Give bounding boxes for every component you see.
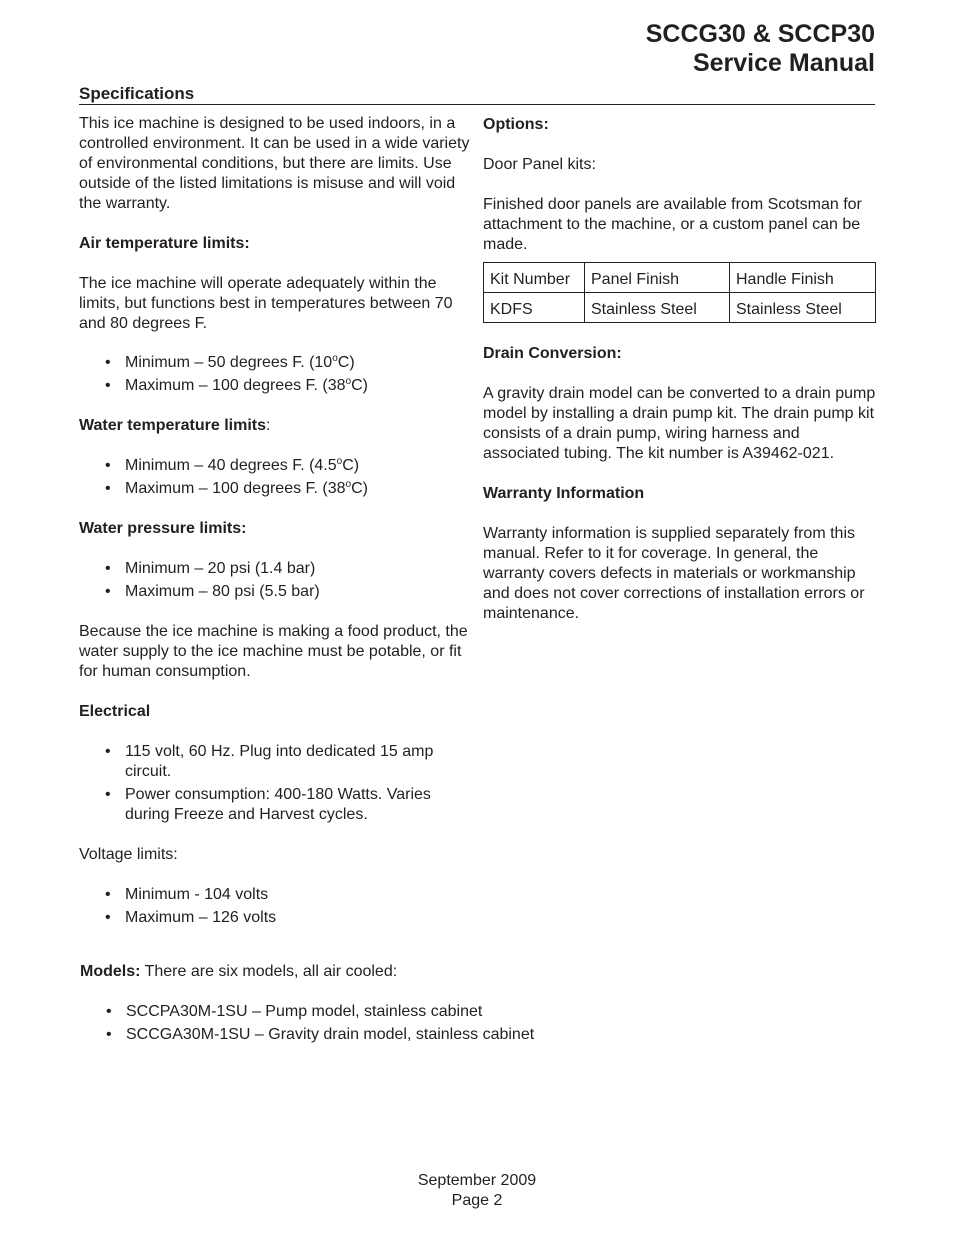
list-item: • Power consumption: 400-180 Watts. Varies during Freeze and Harvest cycles. [79,785,471,825]
water-temp-list [79,456,471,499]
section-heading: Specifications [79,83,875,105]
list-item: • Maximum – 100 degrees F. (38$^o$C) [79,376,471,396]
intro-paragraph: This ice machine is designed to be used indoors, in a controlled environment. It can be used in a wide variety of environmental conditions, but there are limits. Use outside of the listed limitations is misuse and will void the warranty. [79,115,470,212]
door-panel-text: Finished door panels are available from Scotsman for attachment to the machine, or a custom panel can be made. [483,196,862,253]
table-cell: Stainless Steel [730,293,876,323]
potable-note: Because the ice machine is making a food product, the water supply to the ice machine must be potable, or fit for human consumption. [79,623,468,680]
electrical-list [79,742,471,825]
models-list [80,1002,780,1045]
right-column [483,114,876,644]
list-item: • Minimum – 50 degrees F. (10$^o$C) [79,353,471,373]
list-item: • Maximum – 126 volts [79,908,471,928]
list-item: • Minimum - 104 volts [79,885,471,905]
drain-conversion-heading: Drain Conversion: [483,345,622,362]
drain-conversion-text: A gravity drain model can be converted to a drain pump model by installing a drain pump kit. The drain pump kit consists of a drain pump, wiring harness and associated tubing. The kit number is A39462-021. [483,385,876,462]
water-pressure-list [79,559,471,602]
title-line-1: SCCG30 & SCCP30 [645,20,875,48]
models-section [80,962,780,1065]
footer-date: September 2009 [417,1172,537,1189]
models-intro: Models: There are six models, all air cooled: [80,963,398,980]
voltage-label: Voltage limits: [79,846,178,863]
list-item: • Maximum – 80 psi (5.5 bar) [79,582,471,602]
list-item: • SCCGA30M-1SU – Gravity drain model, stainless cabinet [80,1025,780,1045]
left-column [79,114,471,948]
warranty-text: Warranty information is supplied separately from this manual. Refer to it for coverage. In general, the warranty covers defects in materials or workmanship and does not cover corrections of installation errors or maintenance. [483,525,865,622]
kit-table [483,262,876,323]
table-cell: KDFS [484,293,585,323]
options-heading: Options: [483,116,549,133]
table-header-cell: Panel Finish [585,263,730,293]
list-item: • 115 volt, 60 Hz. Plug into dedicated 15 amp circuit. [79,742,471,782]
electrical-heading: Electrical [79,703,151,720]
table-header-row [484,263,876,293]
door-panel-kits-label: Door Panel kits: [483,156,596,173]
air-temp-text: The ice machine will operate adequately within the limits, but functions best in temperatures between 70 and 80 degrees F. [79,275,453,332]
list-item: • SCCPA30M-1SU – Pump model, stainless cabinet [80,1002,780,1022]
warranty-heading: Warranty Information [483,485,645,502]
list-item: • Minimum – 20 psi (1.4 bar) [79,559,471,579]
table-cell: Stainless Steel [585,293,730,323]
voltage-list [79,885,471,928]
water-temp-heading: Water temperature limits: [79,417,271,434]
title-line-2: Service Manual [692,49,875,77]
page-number: Page 2 [451,1192,503,1209]
table-row [484,293,876,323]
water-pressure-heading: Water pressure limits: [79,520,247,537]
table-header-cell: Handle Finish [730,263,876,293]
page-footer [0,1171,954,1211]
air-temp-heading: Air temperature limits: [79,235,250,252]
document-title [646,20,875,78]
list-item: • Minimum – 40 degrees F. (4.5$^o$C) [79,456,471,476]
list-item: • Maximum – 100 degrees F. (38$^o$C) [79,479,471,499]
air-temp-list [79,353,471,396]
table-header-cell: Kit Number [484,263,585,293]
